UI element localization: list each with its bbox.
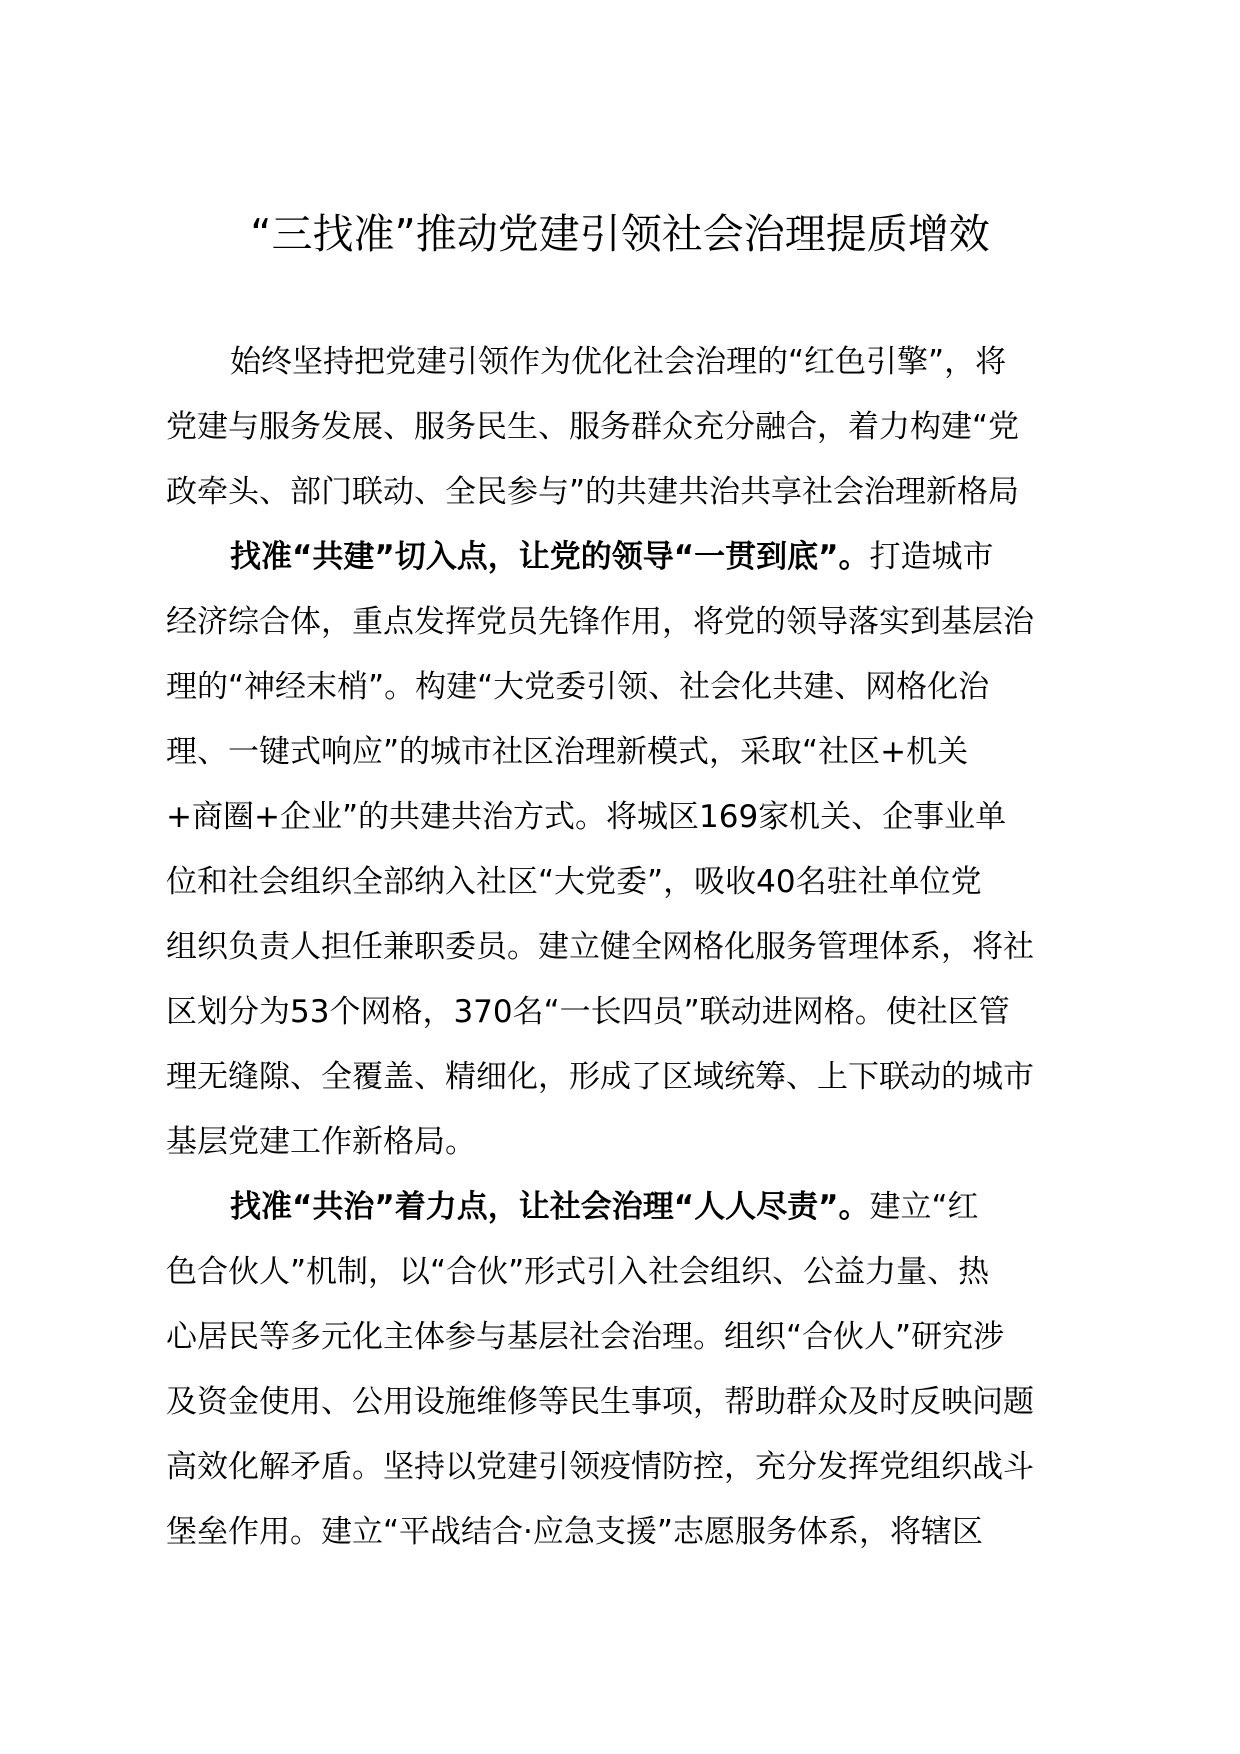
paragraph-2-line-2: 经济综合体，重点发挥党员先锋作用，将党的领导落实到基层治 (166, 604, 1034, 640)
paragraph-2-line-7: 组织负责人担任兼职委员。建立健全网格化服务管理体系，将社 (166, 929, 1034, 965)
paragraph-3-line-1-rest: 建立“红 (869, 1189, 979, 1225)
paragraph-3-line-4: 及资金使用、公用设施维修等民生事项，帮助群众及时反映问题 (166, 1384, 1034, 1420)
paragraph-2-line-9: 理无缝隙、全覆盖、精细化，形成了区域统筹、上下联动的城市 (166, 1059, 1034, 1095)
paragraph-2-line-1 (230, 537, 994, 577)
paragraph-2-line-8: 区划分为53个网格，370名“一长四员”联动进网格。使社区管 (166, 994, 1010, 1030)
paragraph-3-line-6: 堡垒作用。建立“平战结合·应急支援”志愿服务体系，将辖区 (166, 1514, 983, 1550)
paragraph-2-line-6: 位和社会组织全部纳入社区“大党委”，吸收40名驻社单位党 (166, 864, 982, 900)
paragraph-2-heading: 找准“共建”切入点，让党的领导“一贯到底”。 (230, 539, 870, 575)
paragraph-3-line-3: 心居民等多元化主体参与基层社会治理。组织“合伙人”研究涉 (166, 1319, 1005, 1355)
paragraph-2-line-3: 理的“神经末梢”。构建“大党委引领、社会化共建、网格化治 (166, 669, 990, 705)
paragraph-3-line-5: 高效化解矛盾。坚持以党建引领疫情防控，充分发挥党组织战斗 (166, 1449, 1034, 1485)
paragraph-3-heading: 找准“共治”着力点，让社会治理“人人尽责”。 (230, 1189, 870, 1225)
paragraph-3-line-1 (230, 1187, 979, 1227)
document-title: “三找准”推动党建引领社会治理提质增效 (250, 210, 990, 258)
paragraph-1-line-2: 党建与服务发展、服务民生、服务群众充分融合，着力构建“党 (166, 409, 1020, 445)
paragraph-1-line-3: 政牵头、部门联动、全民参与”的共建共治共享社会治理新格局 (166, 474, 1020, 510)
paragraph-2-line-1-rest: 打造城市 (869, 539, 994, 575)
paragraph-2-line-10: 基层党建工作新格局。 (166, 1124, 476, 1160)
paragraph-1-line-1: 始终坚持把党建引领作为优化社会治理的“红色引擎”，将 (230, 344, 1007, 380)
paragraph-2-line-5: +商圈+企业”的共建共治方式。将城区169家机关、企事业单 (166, 799, 1007, 835)
paragraph-2-line-4: 理、一键式响应”的城市社区治理新模式，采取“社区+机关 (166, 734, 969, 770)
paragraph-3-line-2: 色合伙人”机制，以“合伙”形式引入社会组织、公益力量、热 (166, 1254, 990, 1290)
